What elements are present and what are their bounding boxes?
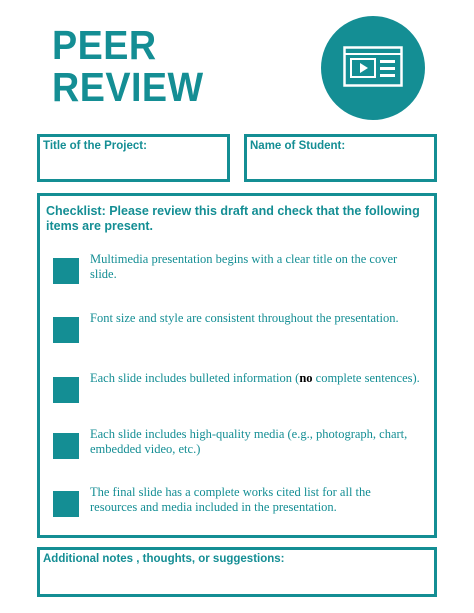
checklist-item [40,485,434,525]
page-title-line2: REVIEW [52,64,204,110]
checklist-item [40,252,434,292]
checklist-item [40,427,434,467]
checklist-item [40,371,434,411]
checkbox[interactable] [53,491,79,517]
checklist-heading: Checklist: Please review this draft and check that the following items are present. [46,204,420,233]
checkbox[interactable] [53,258,79,284]
project-title-label: Title of the Project: [43,140,147,152]
checklist-item-text: The final slide has a complete works cited list for all the resources and media included in the presentation. [90,485,371,514]
project-title-field[interactable] [37,134,230,182]
checklist-item-text: Multimedia presentation begins with a clear title on the cover slide. [90,252,398,281]
checklist-item [40,311,434,351]
checklist-item-text: Each slide includes high-quality media (e.g., photograph, chart, embedded video, etc.) [90,427,408,456]
checkbox[interactable] [53,317,79,343]
checklist-panel [37,193,437,538]
checklist-item-text-part: complete sentences). [312,371,420,385]
page-title-line1: PEER [52,22,157,68]
checkbox[interactable] [53,377,79,403]
student-name-label: Name of Student: [250,140,346,152]
checklist-item-text-part: Each slide includes bulleted information ( [90,371,300,385]
student-name-field[interactable] [244,134,437,182]
additional-notes-label: Additional notes , thoughts, or suggestions: [43,553,285,565]
checklist-item-text-emphasis: no [299,371,313,385]
presentation-slides-icon [321,16,425,120]
additional-notes-field[interactable] [37,547,437,597]
slides-glyph [343,46,403,90]
checkbox[interactable] [53,433,79,459]
checklist-item-text: Font size and style are consistent throughout the presentation. [90,311,399,325]
checklist-item-text [90,371,420,386]
page-title [52,24,204,108]
